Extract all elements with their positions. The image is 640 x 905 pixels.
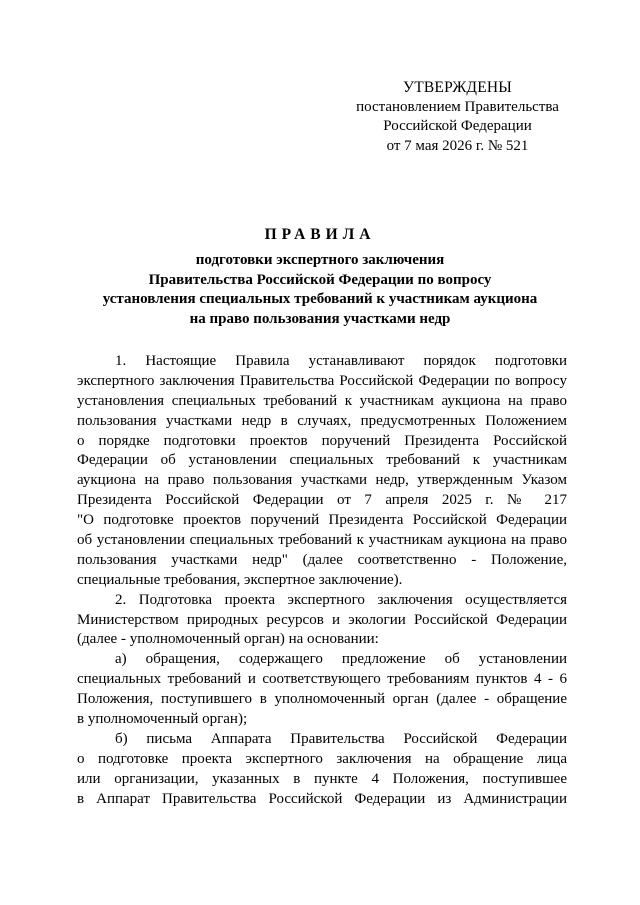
paragraph-line: "О подготовке проектов поручений Президента Российской Федерации	[77, 512, 567, 529]
paragraph-line: специальные требования, экспертное заключение).	[77, 571, 403, 588]
paragraph-line: установления специальных требований к участникам аукциона на право	[77, 392, 567, 409]
subtitle-line: Правительства Российской Федерации по вопросу	[148, 271, 492, 288]
paragraph-line: Министерством природных ресурсов и экологии Российской Федерации	[77, 611, 567, 628]
paragraph-line: Президента Российской Федерации от 7 апреля 2025 г. № 217	[77, 492, 567, 509]
paragraph-line: Федерации об установлении специальных требований к участникам	[77, 452, 567, 469]
subtitle-line: на право пользования участками недр	[189, 310, 451, 327]
approval-line-3: от 7 мая 2026 г. № 521	[386, 137, 529, 154]
paragraph	[77, 591, 567, 651]
paragraph-line: специальных требований и соответствующего требованиям пунктов 4 - 6	[77, 671, 567, 688]
paragraph-line: о подготовке проекта экспертного заключения на обращение лица	[77, 750, 567, 767]
paragraph-line: в уполномоченный орган);	[77, 711, 248, 728]
subtitle-line: подготовки экспертного заключения	[195, 252, 445, 268]
paragraph-line: а) обращения, содержащего предложение об установлении	[115, 651, 567, 668]
paragraph-line: аукциона на право пользования участками недр, утвержденным Указом	[77, 472, 567, 489]
document-title: ПРАВИЛА	[264, 226, 376, 243]
paragraph	[77, 730, 567, 810]
document-body	[77, 352, 567, 809]
subtitle-line: установления специальных требований к участникам аукциона	[102, 291, 538, 307]
paragraph	[77, 352, 567, 591]
approval-block	[330, 78, 585, 156]
paragraph-line: о порядке подготовки проектов поручений Президента Российской	[77, 432, 567, 449]
paragraph-line: или организации, указанных в пункте 4 Положения, поступившее	[77, 770, 567, 787]
paragraph-line: 2. Подготовка проекта экспертного заключения осуществляется	[115, 591, 567, 608]
paragraph-line: (далее - уполномоченный орган) на основании:	[77, 631, 379, 648]
approval-line-2: Российской Федерации	[383, 118, 532, 134]
paragraph-line: Положения, поступившего в уполномоченный орган (далее - обращение	[77, 691, 567, 708]
document-subtitle	[40, 251, 600, 329]
paragraph-line: об установлении специальных требований к участникам аукциона на право	[77, 532, 567, 549]
approval-heading: УТВЕРЖДЕНЫ	[403, 79, 512, 96]
paragraph-line: пользования участками недр в случаях, предусмотренных Положением	[77, 412, 567, 429]
paragraph-line: 1. Настоящие Правила устанавливают порядок подготовки	[115, 353, 567, 369]
paragraph	[77, 650, 567, 730]
paragraph-line: экспертного заключения Правительства Российской Федерации по вопросу	[77, 372, 567, 389]
approval-line-1: постановлением Правительства	[356, 98, 559, 115]
paragraph-line: б) письма Аппарата Правительства Российской Федерации	[115, 730, 567, 747]
paragraph-line: в Аппарат Правительства Российской Федерации из Администрации	[77, 790, 567, 807]
paragraph-line: пользования участками недр" (далее соответственно - Положение,	[77, 551, 567, 568]
